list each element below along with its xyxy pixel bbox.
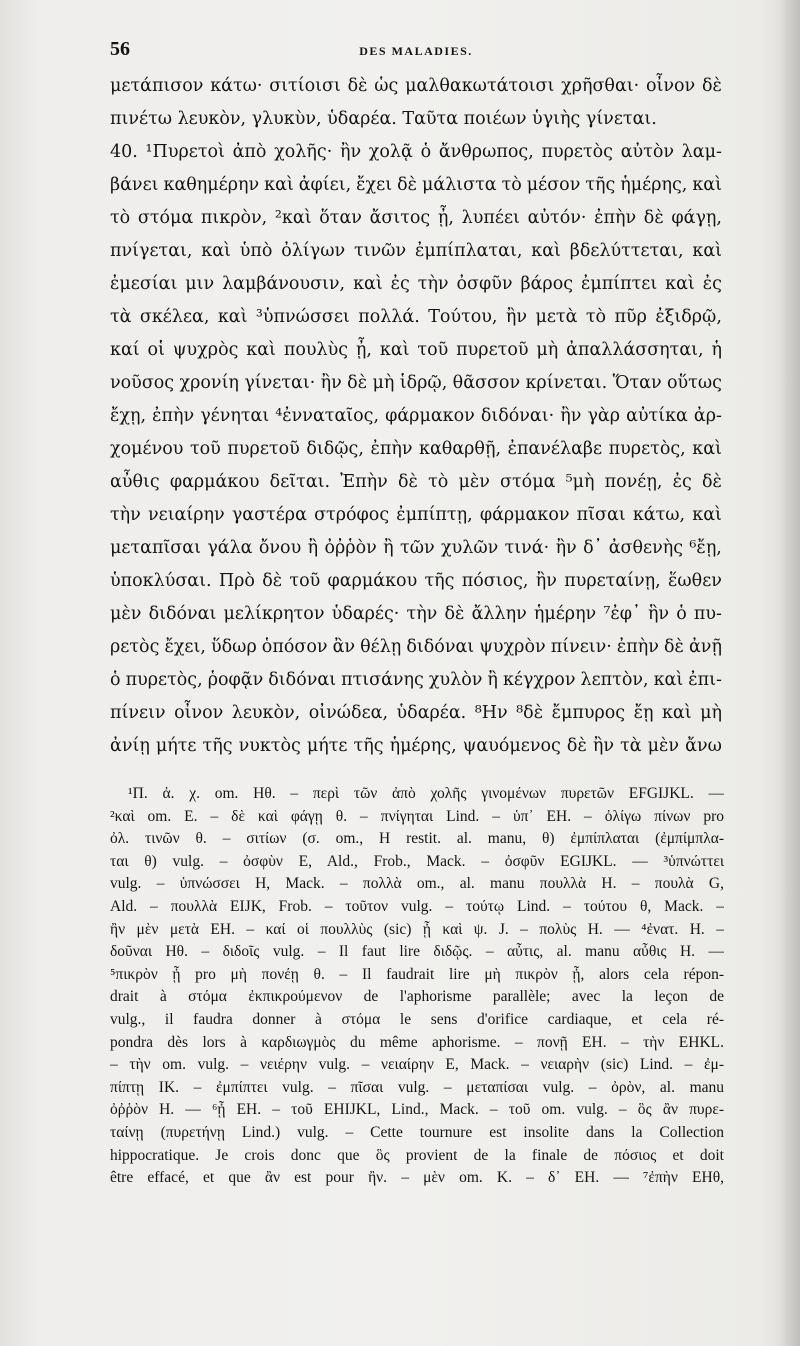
word: ⁸δὲ bbox=[516, 703, 544, 723]
word: μάλιστα bbox=[422, 175, 497, 195]
word: ἐπὴν bbox=[616, 637, 659, 657]
word: ἀσθενὴς bbox=[608, 538, 684, 558]
word: τῆς bbox=[353, 736, 384, 756]
word: χυλὸν bbox=[428, 670, 483, 690]
text-line bbox=[110, 235, 722, 268]
word: χρῆσθαι· bbox=[561, 76, 640, 96]
word: ἱδρῷ, bbox=[399, 373, 448, 393]
word: ψυχρὸν bbox=[479, 637, 546, 657]
word: στόμα bbox=[500, 472, 556, 492]
word: καθαρθῇ, bbox=[419, 439, 502, 459]
word: καὶ bbox=[353, 274, 383, 294]
word: φάγῃ, bbox=[671, 208, 722, 228]
word: ἀνίῃ bbox=[110, 736, 150, 756]
footnote-line: ται θ) vulg. – ὀσφὺν E, Ald., Frob., Mack. – ὀσφῦν EGIJKL. — ³ὑπνώττει bbox=[110, 852, 724, 870]
word: κάτω· bbox=[210, 76, 263, 96]
word: ἐμπίπτῃ, bbox=[396, 505, 473, 525]
word: ἔχῃ, bbox=[110, 406, 147, 426]
word: πῦρ bbox=[614, 307, 647, 327]
word: καὶ bbox=[653, 670, 684, 690]
page-gutter-shadow bbox=[778, 0, 800, 1346]
word: ὁπόσον bbox=[261, 637, 328, 657]
word: σκέλεα, bbox=[139, 307, 210, 327]
word: ὄνου bbox=[258, 538, 302, 558]
footnote-line: δοῦναι Hθ. – διδοῖς vulg. – Il faut lire διδῷς. – αὖτις, al. manu αὖθις H. — bbox=[110, 943, 724, 961]
word: στρόφος bbox=[314, 505, 390, 525]
footnote-line: vulg. – ὑπνώσσει H, Mack. – πολλὰ om., al. manu πουλλὰ H. – πουλὰ G, bbox=[110, 875, 724, 893]
footnote-line: hippocratique. Je crois donc que ὃς provient de la finale de πόσιος et doit bbox=[110, 1146, 724, 1164]
footnote-line: pondra dès lors à καρδιωγμὸς du même aphorisme. – πονῇ EH. – τὴν EHKL. bbox=[110, 1033, 724, 1051]
word: ἐπὴν bbox=[594, 208, 637, 228]
word: ὑδαρές· bbox=[331, 604, 400, 624]
word: δὲ bbox=[262, 571, 283, 591]
word: ἢν bbox=[320, 373, 342, 393]
text-line bbox=[110, 169, 722, 202]
word: μετὰ bbox=[535, 307, 578, 327]
word: τὰ bbox=[110, 307, 132, 327]
word: πουλὺς bbox=[283, 340, 349, 360]
word: καὶ bbox=[379, 340, 410, 360]
footnote-line: Ald. – πουλλὰ EIJK, Frob. – τοῦτον vulg. – τούτῳ Lind. – τούτου θ, Mack. – bbox=[110, 897, 724, 915]
word: αὐτὸν bbox=[620, 142, 674, 162]
word: καὶ bbox=[661, 703, 692, 723]
word: ἄνω bbox=[685, 736, 722, 756]
text-line bbox=[110, 202, 722, 235]
word: πυρετὸς, bbox=[125, 670, 203, 690]
word: διδόναι bbox=[406, 637, 475, 657]
word: φάρμακον bbox=[479, 505, 570, 525]
word: πυρετὸς, bbox=[608, 439, 686, 459]
word: ἐς bbox=[672, 472, 692, 492]
word: δὲ bbox=[397, 472, 418, 492]
word: ὁ bbox=[110, 670, 121, 690]
word: τὴν bbox=[406, 604, 438, 624]
word: τὴν bbox=[417, 274, 449, 294]
word: λαμ- bbox=[681, 142, 722, 162]
footnote-line: drait à στόμα ἐκπικρούμενον de l'aphorisme parallèle; avec la leçon de bbox=[110, 988, 724, 1006]
word: ἐξιδρῷ, bbox=[655, 307, 722, 327]
word: καὶ bbox=[692, 241, 722, 261]
word: πυ- bbox=[693, 604, 722, 624]
word: ἢν bbox=[555, 538, 577, 558]
text-line bbox=[110, 400, 722, 433]
word: ἡμέρην bbox=[533, 604, 597, 624]
word: δὲ bbox=[347, 373, 368, 393]
word: φαρμάκου bbox=[327, 571, 418, 591]
word: ⁷ἐφ᾽ bbox=[603, 604, 641, 624]
word: τὰ bbox=[620, 736, 642, 756]
word: ὕδωρ bbox=[211, 637, 257, 657]
word: θέλῃ bbox=[360, 637, 402, 657]
word: ἡμέρης, bbox=[389, 736, 457, 756]
word: λευκὸν, bbox=[231, 703, 301, 723]
word: βδελύττεται, bbox=[569, 241, 684, 261]
word: οἶνον bbox=[174, 703, 224, 723]
word: αὐτόν· bbox=[527, 208, 587, 228]
main-text bbox=[110, 70, 722, 763]
word: οἶνον bbox=[645, 76, 696, 96]
word: χυλῶν bbox=[441, 538, 499, 558]
footnote-line: ὀῤῥὸν H. — ⁶ᾖ EH. – τοῦ EHIJKL, Lind., Mack. – τοῦ om. vulg. – ὃς ἂν πυρε- bbox=[110, 1101, 724, 1119]
footnote-line: ὀλ. τινῶν θ. – σιτίων (σ. om., H restit. al. manu, θ) ἐμπίπλαται (ἐμπίμπλα- bbox=[110, 830, 724, 848]
word: μὲν bbox=[458, 472, 490, 492]
word: φαρμάκου bbox=[169, 472, 260, 492]
word: καὶ bbox=[217, 307, 248, 327]
word: διδόναι· bbox=[480, 406, 555, 426]
word: Τούτου, bbox=[428, 307, 498, 327]
footnotes bbox=[110, 783, 724, 1190]
word: ἄνθρωπος, bbox=[438, 142, 534, 162]
word: ψυχρὸς bbox=[172, 340, 239, 360]
text-line bbox=[110, 499, 722, 532]
page-number: 56 bbox=[110, 38, 130, 60]
word: ἢ bbox=[487, 670, 498, 690]
word: ἣν bbox=[647, 604, 670, 624]
word: ἐμπίπλαται, bbox=[414, 241, 523, 261]
word: καὶ bbox=[692, 439, 722, 459]
word: νοῦσος bbox=[110, 373, 175, 393]
word: ἐς bbox=[390, 274, 410, 294]
text-line bbox=[110, 730, 722, 763]
word: γαστέρα bbox=[231, 505, 307, 525]
word: ⁸Ην bbox=[474, 703, 508, 723]
word: ὑποκλύσαι. bbox=[110, 571, 212, 591]
word: νυκτὸς bbox=[238, 736, 301, 756]
word: ἂν bbox=[332, 637, 356, 657]
word: πυρεταίνῃ, bbox=[564, 571, 661, 591]
word: ἀπὸ bbox=[232, 142, 267, 162]
word: ἐπανέλαβε bbox=[507, 439, 603, 459]
word: ἀνῇ bbox=[688, 637, 722, 657]
word: ὑπὸ bbox=[239, 241, 273, 261]
word: πονέῃ, bbox=[604, 472, 663, 492]
word: ὡς bbox=[374, 76, 399, 96]
footnote-line: ⁵πικρὸν ᾖ pro μὴ πονέῃ θ. – Il faudrait lire μὴ πικρὸν ᾖ, alors cela répon- bbox=[110, 965, 724, 983]
text-line bbox=[110, 697, 722, 730]
word: ἀρ- bbox=[693, 406, 722, 426]
word: μὲν bbox=[110, 604, 142, 624]
word: θᾶσσον bbox=[452, 373, 521, 393]
word: πυρετοῦ bbox=[456, 340, 529, 360]
word: βάνει bbox=[110, 175, 159, 195]
word: τὸ bbox=[585, 307, 607, 327]
word: γίνεται· bbox=[244, 373, 316, 393]
word: διδῷς, bbox=[306, 439, 364, 459]
word: καθημέρην bbox=[163, 175, 260, 195]
running-head: DES MALADIES. bbox=[359, 44, 473, 58]
word: 40. bbox=[110, 142, 138, 162]
word: χομένου bbox=[110, 439, 184, 459]
word: μὴ bbox=[372, 373, 395, 393]
word: τινῶν bbox=[354, 241, 407, 261]
word: δ᾽ bbox=[583, 538, 603, 558]
word: ἄλλην bbox=[471, 604, 527, 624]
text-line bbox=[110, 631, 722, 664]
word: τὸ bbox=[501, 175, 522, 195]
word: τῆς bbox=[585, 175, 616, 195]
word: πυρετὸς bbox=[541, 142, 613, 162]
text-line bbox=[110, 70, 722, 103]
text-line bbox=[110, 565, 722, 598]
text-line bbox=[110, 367, 722, 400]
word: ἢ bbox=[307, 538, 319, 558]
word: οἱ bbox=[147, 340, 165, 360]
word: ἕωθεν bbox=[668, 571, 722, 591]
text-line bbox=[110, 301, 722, 334]
word: ³ὑπνώσσει bbox=[255, 307, 350, 327]
word: γὰρ bbox=[587, 406, 621, 426]
word: Ἐπὴν bbox=[340, 472, 388, 492]
word: γένηται bbox=[200, 406, 270, 426]
footnote-line: ¹Π. ἀ. χ. om. Hθ. – περὶ τῶν ἀπὸ χολῆς γινομένων πυρετῶν EFGIJKL. — bbox=[128, 785, 724, 802]
word: καὶ bbox=[665, 274, 695, 294]
word: ἡ bbox=[711, 340, 722, 360]
word: ἐμεσίαι bbox=[110, 274, 178, 294]
word: ἢν bbox=[592, 736, 615, 756]
word: μετάπισον bbox=[110, 76, 204, 96]
text-line bbox=[110, 532, 722, 565]
word: ᾖ, bbox=[355, 340, 372, 360]
word: πνίγεται, bbox=[110, 241, 193, 261]
word: ⁵μὴ bbox=[565, 472, 595, 492]
word: φάρμακον bbox=[385, 406, 475, 426]
word: ⁶ἔῃ, bbox=[689, 538, 722, 558]
word: πίνειν· bbox=[550, 637, 612, 657]
word: πόσιος, bbox=[461, 571, 529, 591]
word: ὑδαρέα. bbox=[396, 703, 467, 723]
word: ἀφίει, bbox=[298, 175, 352, 195]
word: ἀπαλλάσσηται, bbox=[566, 340, 704, 360]
word: πῖσαι bbox=[576, 505, 626, 525]
word: μὲν bbox=[647, 736, 680, 756]
word: μιν bbox=[185, 274, 215, 294]
text-line bbox=[110, 136, 722, 169]
word: ⁴ἐνναταῖος, bbox=[275, 406, 380, 426]
word: χολῆς· bbox=[274, 142, 333, 162]
word: διδόναι bbox=[148, 604, 217, 624]
word: νειαίρην bbox=[147, 505, 225, 525]
word: μὴ bbox=[536, 340, 559, 360]
word: κάτω, bbox=[632, 505, 686, 525]
word: ὀῤῥὸν bbox=[324, 538, 377, 558]
word: πίνειν bbox=[110, 703, 166, 723]
word: πτισάνης bbox=[341, 670, 424, 690]
word: ρετὸς bbox=[110, 637, 160, 657]
word: μήτε bbox=[155, 736, 197, 756]
text-line bbox=[110, 664, 722, 697]
word: αὖθις bbox=[110, 472, 160, 492]
word: πολλά. bbox=[358, 307, 420, 327]
word: ἔῃ bbox=[633, 703, 654, 723]
word: ²καὶ bbox=[274, 208, 312, 228]
word: μαλθακωτάτοισι bbox=[405, 76, 555, 96]
word: ἐς bbox=[702, 274, 722, 294]
word: λεπτὸν, bbox=[580, 670, 649, 690]
word: δὲ bbox=[566, 736, 587, 756]
word: Πρὸ bbox=[218, 571, 255, 591]
footnote-line: ἢν μὲν μετὰ EH. – καί οἱ πουλλὺς (sic) ᾖ καὶ ψ. J. – πολὺς H. — ⁴ἐνατ. H. – bbox=[110, 920, 724, 938]
word: ἔχει bbox=[356, 175, 393, 195]
word: μέσον bbox=[526, 175, 581, 195]
word: ᾖ, bbox=[437, 208, 454, 228]
word: τῆς bbox=[202, 736, 233, 756]
word: χολᾷ bbox=[368, 142, 413, 162]
footnote-line: – τὴν om. vulg. – νειέρην vulg. – νειαίρην E, Mack. – νειαρὴν (sic) Lind. – ἐμ- bbox=[110, 1056, 724, 1074]
word: γάλα bbox=[207, 538, 253, 558]
word: πυρετοῦ bbox=[227, 439, 300, 459]
word: δὲ bbox=[663, 637, 684, 657]
word: τοῦ bbox=[417, 340, 449, 360]
word: ἔμπυρος bbox=[551, 703, 626, 723]
word: στόμα bbox=[137, 208, 194, 228]
word: τοῦ bbox=[289, 571, 321, 591]
word: καὶ bbox=[246, 340, 276, 360]
word: βάρος bbox=[520, 274, 574, 294]
word: ὀλίγων bbox=[281, 241, 346, 261]
word: καὶ bbox=[692, 505, 722, 525]
word: ἐμπίπτει bbox=[580, 274, 658, 294]
word: δὲ bbox=[701, 472, 722, 492]
footnote-line: vulg., il faudra donner à στόμα le sens d'orifice cardiaque, et cela ré- bbox=[110, 1010, 724, 1028]
word: καὶ bbox=[264, 175, 294, 195]
text-line: πινέτω λευκὸν, γλυκὺν, ὑδαρέα. Ταῦτα ποιέων ὑγιὴς γίνεται. bbox=[110, 109, 657, 129]
word: οἰνώδεα, bbox=[308, 703, 389, 723]
word: μεταπῖσαι bbox=[110, 538, 201, 558]
word: ὁ bbox=[676, 604, 687, 624]
word: χρονίη bbox=[179, 373, 239, 393]
word: λαμβάνουσιν, bbox=[222, 274, 346, 294]
word: δὲ bbox=[397, 175, 418, 195]
word: διδόναι bbox=[268, 670, 337, 690]
word: καὶ bbox=[531, 241, 561, 261]
word: ἐπὴν bbox=[370, 439, 413, 459]
word: τὸ bbox=[428, 472, 449, 492]
word: ¹Πυρετοὶ bbox=[145, 142, 225, 162]
word: ἡμέρης, bbox=[620, 175, 688, 195]
word: δὲ bbox=[444, 604, 465, 624]
word: ἔχει, bbox=[164, 637, 206, 657]
word: ἐπι- bbox=[688, 670, 722, 690]
word: ἢν bbox=[535, 571, 557, 591]
word: ἐπὴν bbox=[152, 406, 195, 426]
word: μελίκρητον bbox=[223, 604, 325, 624]
word: τινά· bbox=[504, 538, 550, 558]
word: ἢ bbox=[383, 538, 394, 558]
word: ψαυόμενος bbox=[462, 736, 561, 756]
word: καὶ bbox=[201, 241, 231, 261]
word: τὴν bbox=[110, 505, 141, 525]
word: κέγχρον bbox=[502, 670, 576, 690]
word: κρίνεται. bbox=[525, 373, 608, 393]
word: τῶν bbox=[400, 538, 435, 558]
word: σιτίοισι bbox=[269, 76, 341, 96]
word: δεῖται. bbox=[269, 472, 331, 492]
footnote-line: être effacé, et que ἂν est pour ἢν. – μὲν om. K. – δ᾽ EH. — ⁷ἐπὴν EHθ, bbox=[110, 1169, 724, 1187]
word: τῆς bbox=[424, 571, 455, 591]
word: λυπέει bbox=[461, 208, 520, 228]
text-line bbox=[110, 268, 722, 301]
word: δὲ bbox=[643, 208, 664, 228]
word: Ὅταν bbox=[612, 373, 662, 393]
text-line bbox=[110, 466, 722, 499]
word: ὀσφῦν bbox=[456, 274, 513, 294]
word: δὲ bbox=[701, 76, 722, 96]
word: πικρὸν, bbox=[200, 208, 268, 228]
text-line bbox=[110, 334, 722, 367]
word: ἢν bbox=[560, 406, 582, 426]
word: μὴ bbox=[700, 703, 722, 723]
word: ἄσιτος bbox=[369, 208, 431, 228]
footnote-line: πίπτῃ IK. – ἐμπίπτει vulg. – πῖσαι vulg. – μεταπίσαι vulg. – ὀρὸν, al. manu bbox=[110, 1078, 724, 1096]
word: δὲ bbox=[347, 76, 368, 96]
word: ῥοφᾷν bbox=[207, 670, 264, 690]
word: καὶ bbox=[692, 175, 722, 195]
text-line bbox=[110, 598, 722, 631]
word: ὁ bbox=[420, 142, 432, 162]
footnote-line: ²καὶ om. E. – δὲ καὶ φάγῃ θ. – πνίγηται Lind. – ὑπ᾽ EH. – ὀλίγω πίνων pro bbox=[110, 807, 724, 825]
word: αὐτίκα bbox=[626, 406, 688, 426]
page-header bbox=[110, 38, 722, 66]
word: μήτε bbox=[306, 736, 348, 756]
footnote-line: ταίνῃ (πυρετήνῃ Lind.) vulg. – Cette tournure est insolite dans la Collection bbox=[110, 1123, 724, 1141]
word: ὅταν bbox=[319, 208, 362, 228]
text-line bbox=[110, 433, 722, 466]
word: τὸ bbox=[110, 208, 131, 228]
word: ἢν bbox=[339, 142, 362, 162]
word: ἢν bbox=[505, 307, 528, 327]
word: καί bbox=[110, 340, 140, 360]
word: οὕτως bbox=[667, 373, 722, 393]
word: τοῦ bbox=[189, 439, 221, 459]
